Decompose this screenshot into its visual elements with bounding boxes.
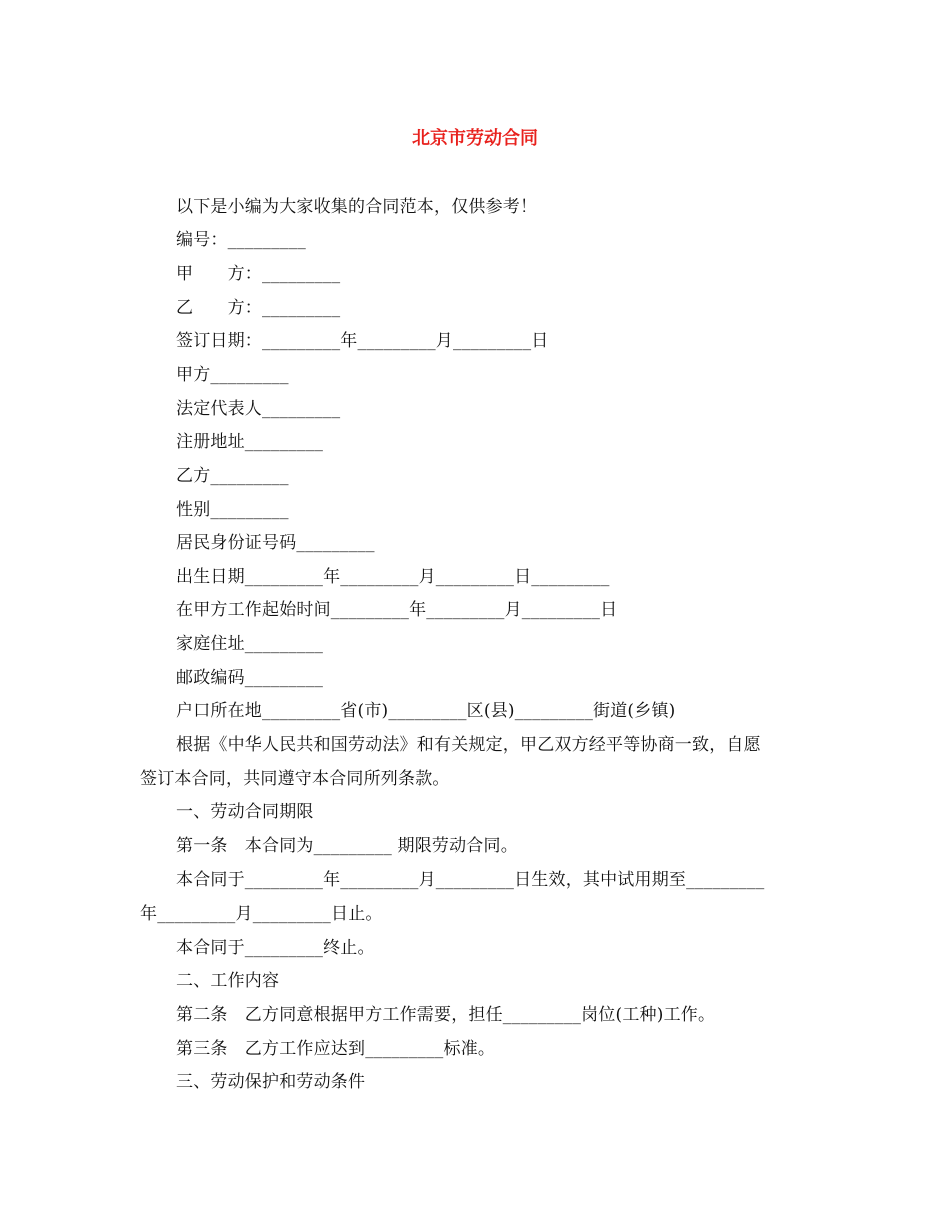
party-a-line: 甲 方：_________: [176, 264, 341, 284]
section-heading-work: 二、工作内容: [176, 971, 280, 991]
start-date-line: 在甲方工作起始时间_________年_________月_________日: [176, 600, 618, 620]
legal-representative-line: 法定代表人_________: [176, 399, 341, 419]
id-number-line: 居民身份证号码_________: [176, 533, 375, 553]
preamble-line-1: 根据《中华人民共和国劳动法》和有关规定，甲乙双方经平等协商一致，自愿: [176, 735, 761, 755]
gender-line: 性别_________: [176, 500, 289, 520]
section-heading-protection: 三、劳动保护和劳动条件: [176, 1072, 366, 1092]
article-1-line: 第一条 本合同为_________ 期限劳动合同。: [176, 836, 518, 856]
document-title: 北京市劳动合同: [412, 128, 538, 149]
section-heading-term: 一、劳动合同期限: [176, 802, 314, 822]
article-3-line: 第三条 乙方工作应达到_________标准。: [176, 1039, 496, 1059]
home-address-line: 家庭住址_________: [176, 634, 324, 654]
postal-code-line: 邮政编码_________: [176, 668, 324, 688]
birth-date-line: 出生日期_________年_________月_________日_________: [176, 567, 610, 587]
registered-address-line: 注册地址_________: [176, 432, 324, 452]
effective-date-line: 本合同于_________年_________月_________日生效，其中试用期至_________: [176, 870, 765, 890]
intro-line: 以下是小编为大家收集的合同范本，仅供参考！: [176, 197, 538, 217]
contract-number-line: 编号：_________: [176, 230, 306, 250]
household-registration-line: 户口所在地_________省(市)_________区(县)_________街道(乡镇): [176, 701, 676, 721]
probation-end-line: 年_________月_________日止。: [140, 904, 383, 924]
party-b-name-line: 乙方_________: [176, 466, 289, 486]
article-2-line: 第二条 乙方同意根据甲方工作需要，担任_________岗位(工种)工作。: [176, 1005, 716, 1025]
party-b-line: 乙 方：_________: [176, 298, 341, 318]
party-a-name-line: 甲方_________: [176, 365, 289, 385]
signing-date-line: 签订日期：_________年_________月_________日: [176, 331, 549, 351]
termination-line: 本合同于_________终止。: [176, 938, 375, 958]
preamble-line-2: 签订本合同，共同遵守本合同所列条款。: [140, 769, 450, 789]
